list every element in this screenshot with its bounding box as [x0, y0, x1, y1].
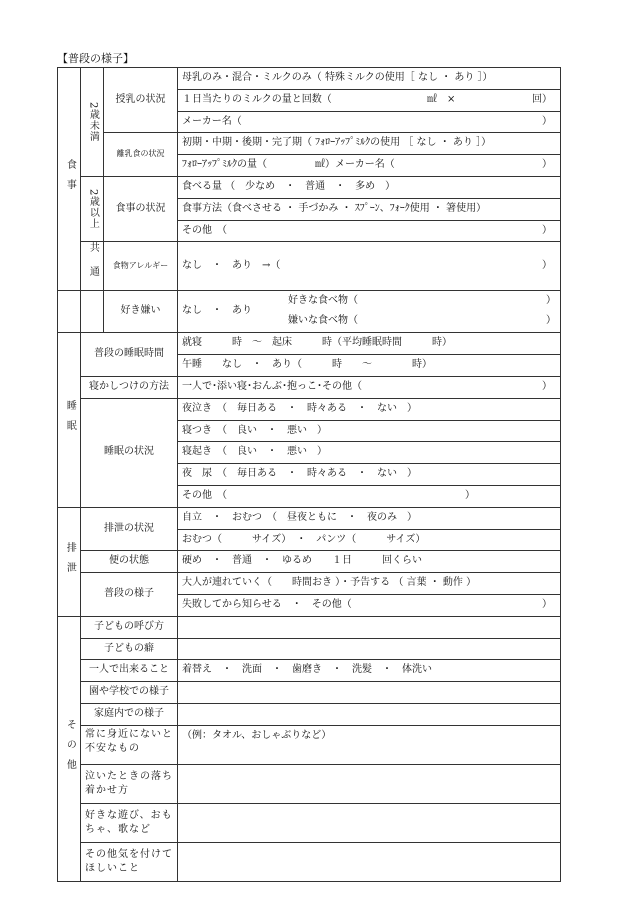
common-label: 共通	[81, 242, 104, 291]
eating-other-close: ）	[542, 224, 552, 236]
nursing-line-2[interactable]	[178, 89, 561, 111]
can-do-alone-line[interactable]: 着替え ・ 洗面 ・ 歯磨き ・ 洗髪 ・ 体洗い	[178, 660, 561, 682]
sleep-other-close: ）	[465, 489, 475, 501]
followup-amount-text: ﾌｫﾛｰｱｯﾌﾟﾐﾙｸの量（	[182, 159, 267, 171]
sleep-method-label: 寝かしつけの方法	[81, 376, 178, 398]
sleep-state-line-2[interactable]: 寝つき （ 良い ・ 悪い ）	[178, 420, 561, 442]
sleep-state-line-1[interactable]: 夜泣き （ 毎日ある ・ 時々ある ・ ない ）	[178, 398, 561, 420]
nursing-ml-unit: ㎖ ×	[427, 93, 456, 105]
nursing-line-3[interactable]	[178, 111, 561, 133]
sleep-state-line-4[interactable]: 夜 尿 （ 毎日ある ・ 時々ある ・ ない ）	[178, 464, 561, 486]
age-under-2: 2歳未満	[81, 68, 104, 177]
calming-field[interactable]	[178, 764, 561, 803]
sleep-state-line-3[interactable]: 寝起き （ 良い ・ 悪い ）	[178, 442, 561, 464]
category-excretion: 排泄	[58, 507, 81, 616]
eating-other-text: その他 （	[182, 224, 227, 236]
followup-maker-text: ㎖）メーカー名（	[315, 159, 395, 171]
school-field[interactable]	[178, 682, 561, 704]
sleep-method-text: 一人で･添い寝･おんぶ･抱っこ･その他（	[182, 380, 362, 392]
stool-line[interactable]: 硬め ・ 普通 ・ ゆるめ １日 回くらい	[178, 551, 561, 573]
calming-label: 泣いたときの落ち着かせ方	[81, 764, 178, 803]
category-sleep: 睡眠	[58, 333, 81, 507]
nursing-amount-text: １日当たりのミルクの量と回数（	[182, 93, 332, 105]
section-title: 【普段の様子】	[57, 52, 134, 65]
favorite-play-field[interactable]	[178, 803, 561, 842]
excretion-usual-line-1[interactable]: 大人が連れていく（ 時間おき ）・予告する （ 言葉 ・ 動作 ）	[178, 573, 561, 595]
weaning-line-1[interactable]: 初期・中期・後期・完了期（ ﾌｫﾛｰｱｯﾌﾟﾐﾙｸの使用 ［ なし ・ あり ］）	[178, 133, 561, 155]
nursing-times-unit: 回）	[532, 93, 552, 105]
likes-dislike: 嫌いな食べ物（	[288, 315, 358, 327]
nursing-label: 授乳の状況	[104, 68, 178, 133]
usual-sleep-line-1[interactable]: 就寝 時 ～ 起床 時（平均睡眠時間 時）	[178, 333, 561, 355]
sleep-method-line[interactable]	[178, 376, 561, 398]
profile-form-table	[57, 67, 561, 882]
habit-field[interactable]	[178, 638, 561, 660]
eating-line-1[interactable]: 食べる量 （ 少なめ ・ 普通 ・ 多め ）	[178, 176, 561, 198]
maker-text: メーカー名（	[182, 115, 242, 127]
home-field[interactable]	[178, 703, 561, 725]
excretion-usual-line-2[interactable]	[178, 594, 561, 616]
allergy-line[interactable]	[178, 242, 561, 291]
notes-field[interactable]	[178, 842, 561, 881]
comfort-object-label: 常に身近にないと不安なもの	[81, 725, 178, 764]
call-name-label: 子どもの呼び方	[81, 616, 178, 638]
can-do-alone-label: 一人で出来ること	[81, 660, 178, 682]
favorite-play-label: 好きな遊び、おもちゃ、歌など	[81, 803, 178, 842]
followup-close: ）	[542, 159, 552, 171]
stool-label: 便の状態	[81, 551, 178, 573]
excretion-other-text: 失敗してから知らせる ・ その他（	[182, 598, 352, 610]
sleep-state-label: 睡眠の状況	[81, 398, 178, 507]
usual-sleep-label: 普段の睡眠時間	[81, 333, 178, 377]
call-name-field[interactable]	[178, 616, 561, 638]
category-meal: 食事	[58, 68, 81, 291]
likes-dislike-close: ）	[546, 315, 556, 327]
allergy-close: ）	[542, 259, 552, 271]
eating-line-2[interactable]: 食事方法（食べさせる ・ 手づかみ ・ ｽﾌﾟｰﾝ、ﾌｫｰｸ使用 ・ 箸使用）	[178, 198, 561, 220]
allergy-text: なし ・ あり →（	[182, 259, 281, 271]
eating-label: 食事の状況	[104, 176, 178, 241]
maker-close: ）	[542, 115, 552, 127]
notes-label: その他気を付けてほしいこと	[81, 842, 178, 881]
usual-sleep-line-2[interactable]: 午睡 なし ・ あり（ 時 ～ 時）	[178, 355, 561, 377]
weaning-line-2[interactable]	[178, 155, 561, 177]
home-label: 家庭内での様子	[81, 703, 178, 725]
school-label: 園や学校での様子	[81, 682, 178, 704]
age-over-2: 2歳以上	[81, 176, 104, 241]
excretion-other-close: ）	[542, 598, 552, 610]
excretion-line-2[interactable]: おむつ（ サイズ） ・ パンツ（ サイズ）	[178, 529, 561, 551]
weaning-label: 離乳食の状況	[104, 133, 178, 177]
likes-yesno: なし ・ あり	[182, 305, 252, 317]
likes-favorite: 好きな食べ物（	[288, 295, 358, 307]
excretion-usual-label: 普段の様子	[81, 573, 178, 617]
excretion-line-1[interactable]: 自立 ・ おむつ （ 昼夜ともに ・ 夜のみ ）	[178, 507, 561, 529]
eating-line-3[interactable]	[178, 220, 561, 242]
nursing-line-1[interactable]: 母乳のみ・混合・ミルクのみ（ 特殊ミルクの使用［ なし ・ あり ］）	[178, 68, 561, 90]
allergy-label: 食物アレルギー	[104, 242, 178, 291]
excretion-state-label: 排泄の状況	[81, 507, 178, 551]
likes-line[interactable]	[178, 291, 561, 333]
likes-favorite-close: ）	[546, 295, 556, 307]
sleep-method-close: ）	[542, 380, 552, 392]
habit-label: 子どもの癖	[81, 638, 178, 660]
likes-label: 好き嫌い	[104, 291, 178, 333]
sleep-state-line-5[interactable]	[178, 485, 561, 507]
comfort-object-field[interactable]: （例：タオル、おしゃぶりなど）	[178, 725, 561, 764]
sleep-other-text: その他 （	[182, 489, 227, 501]
category-other: その他	[58, 616, 81, 881]
